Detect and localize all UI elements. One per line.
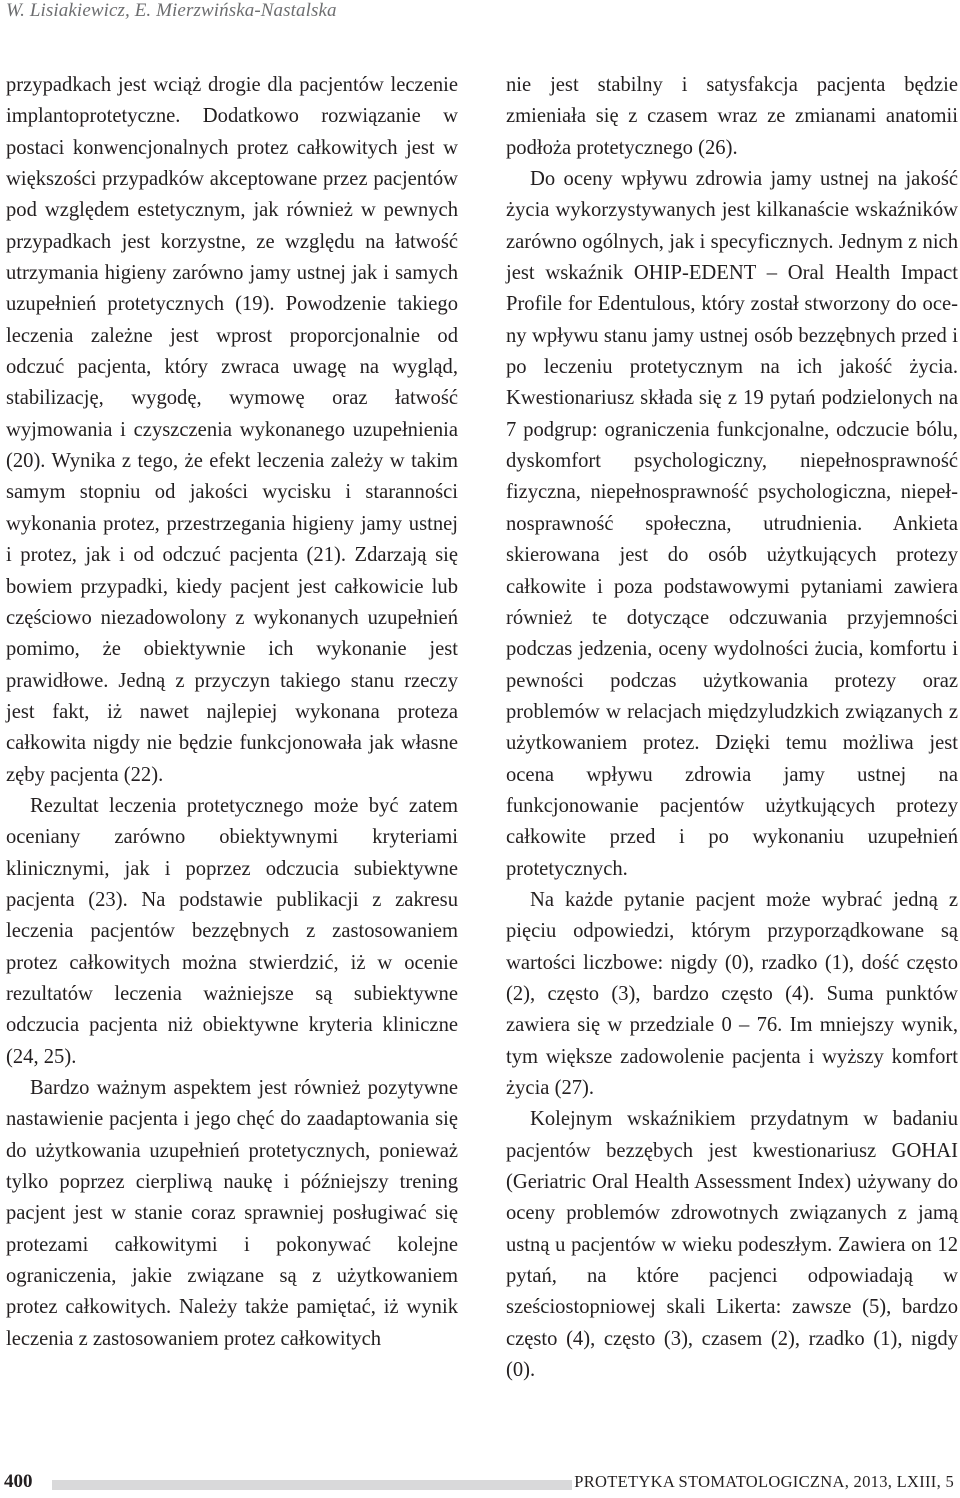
running-head-authors: W. Lisiakiewicz, E. Mierzwińska-Nastalska bbox=[6, 0, 337, 21]
paragraph: Rezultat leczenia protetycznego może być zatem oceniany zarówno obiektywnymi kryteriami klinicznymi, jak i poprzez odczucia subiektywne pacjenta (23). Na podstawie publikacji z zakresu leczenia pacjentów bezzębnych z zastosowaniem protez całkowitych można stwierdzić, iż w ocenie rezultatów leczenia ważniejsze są subiektywne odczucia pacjenta niż obiektywne kryteria kliniczne (24, 25). bbox=[6, 794, 458, 1068]
paragraph: przypadkach jest wciąż drogie dla pacjentów leczenie implantoprotetyczne. Dodatkowo rozwiązanie w postaci konwencjonalnych protez całkowitych jest w większości przypadków akceptowane przez pacjentów pod względem estetycznym, jak również w pewnych przypadkach jest korzystne, ze względu na łatwość utrzymania higieny zarówno jamy ustnej jak i samych uzupełnień protetycznych (19). Powodzenie takiego leczenia zależne jest wprost proporcjonalnie od odczuć pacjenta, który zwraca uwagę na wygląd, stabilizację, wygodę, wymowę oraz łatwość wyjmowania i czyszczenia wykonanego uzupełnienia (20). Wynika z tego, że efekt leczenia zależy w takim samym stopniu od jakości wycisku i staranności wykonania protez, przestrzegania higieny jamy ustnej i protez, jak i od odczuć pacjenta (21). Zdarzają się bowiem przypadki, kiedy pacjent jest całkowicie lub częściowo niezadowolony z wykonanych uzupełnień pomimo, że obiektywnie ich wykonanie jest prawidłowe. Jedną z przyczyn takiego stanu rzeczy jest fakt, iż nawet najlepiej wykonana proteza całkowita nigdy nie będzie funkcjonowała jak własne zęby pacjenta (22). bbox=[6, 74, 458, 786]
paragraph: Na każde pytanie pacjent może wybrać jedną z pięciu odpowiedzi, którym przyporządkowane są wartości liczbowe: nigdy (0), rzadko (1), dość często (2), często (3), bardzo często (4). Suma punktów zawiera się w przedziale 0 – 76. Im mniejszy wynik, tym większe zadowolenie pacjenta i wyższy komfort życia (27). bbox=[506, 888, 958, 1099]
page-number: 400 bbox=[4, 1471, 33, 1492]
paragraph: Do oceny wpływu zdrowia jamy ustnej na jakość życia wykorzystywanych jest kilkanaście wskaźników zarówno ogólnych, jak i specyficznych. Jednym z nich jest wskaźnik OHIP-EDENT – Oral Health Impact Profile for Edentulous, który został stworzony do oceny wpływu stanu jamy ustnej osób bezzębnych przed i po leczeniu protetycznym na ich jakość życia. Kwestionariusz składa się z 19 pytań podzielonych na 7 podgrup: ograniczenia funkcjonalne, odczucie bólu, dyskomfort psychologiczny, niepełnosprawność fizyczna, niepełnosprawność psychologiczna, niepełnosprawność społeczna, utrudnienia. Ankieta skierowana jest do osób użytkujących protezy całkowite i poza podstawowymi pytaniami zawiera również te dotyczące odczuwania przyjemności podczas jedzenia, oceny wydolności żucia, komfortu i pewności podczas użytkowania protezy oraz problemów w relacjach międzyludzkich związanych z użytkowaniem protez. Dzięki temu możliwa jest ocena wpływu zdrowia jamy ustnej na funkcjonowanie pacjentów użytkujących protezy całkowite przed i po wykonaniu uzupełnień protetycznych. bbox=[506, 168, 958, 880]
paragraph: Bardzo ważnym aspektem jest również pozytywne nastawienie pacjenta i jego chęć do zaadaptowania się do użytkowania uzupełnień protetycznych, ponieważ tylko poprzez cierpliwą naukę i późniejszy trening pacjent jest w stanie coraz sprawniej posługiwać się protezami całkowitymi i pokonywać kolejne ograniczenia, jakie związane są z użytkowaniem protez całkowitych. Należy także pamiętać, iż wynik leczenia z zastosowaniem protez całkowitych bbox=[6, 1077, 458, 1350]
page-footer bbox=[0, 1470, 960, 1494]
text-column-right bbox=[506, 70, 958, 1386]
journal-citation: PROTETYKA STOMATOLOGICZNA, 2013, LXIII, 5 bbox=[574, 1472, 954, 1491]
text-column-left bbox=[6, 70, 458, 1355]
footer-divider bbox=[52, 1480, 572, 1490]
paragraph: nie jest stabilny i satysfakcja pacjenta będzie zmieniała się z czasem wraz ze zmianami anatomii podłoża protetycznego (26). bbox=[506, 74, 958, 159]
paragraph: Kolejnym wskaźnikiem przydatnym w badaniu pacjentów bezzębych jest kwestionariusz GOHAI (Geriatric Oral Health Assessment Index) używany do oceny problemów zdrowotnych związanych z jamą ustną u pacjentów w wieku podeszłym. Zawiera on 12 pytań, na które pacjenci odpowiadają w sześciostopniowej skali Likerta: zawsze (5), bardzo często (4), często (3), czasem (2), rzadko (1), nigdy (0). bbox=[506, 1108, 958, 1382]
